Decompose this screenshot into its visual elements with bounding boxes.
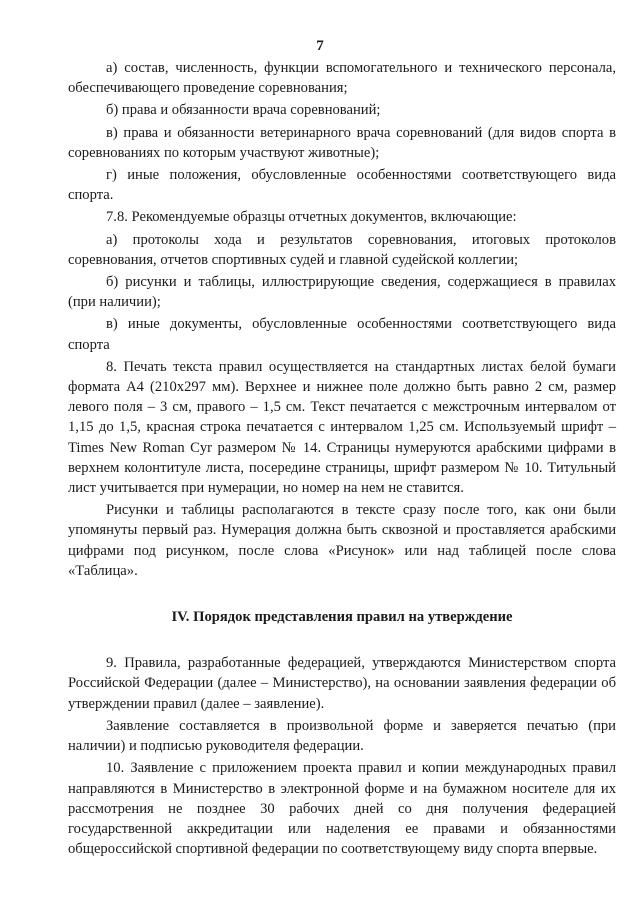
paragraph-v-veterinarian: в) права и обязанности ветеринарного врача соревнований (для видов спорта в соревнованиях по которым участвуют животные); bbox=[68, 124, 616, 161]
paragraph-b-doctor: б) права и обязанности врача соревнований; bbox=[106, 102, 381, 119]
page-number: 7 bbox=[316, 38, 324, 54]
paragraph-b-figures: б) рисунки и таблицы, иллюстрирующие сведения, содержащиеся в правилах (при наличии); bbox=[68, 274, 616, 311]
section-heading: IV. Порядок представления правил на утверждение bbox=[171, 609, 513, 626]
paragraph-a-staff: а) состав, численность, функции вспомогательного и технического персонала, обеспечивающего проведение соревнования; bbox=[68, 60, 616, 97]
paragraph-9-approval: 9. Правила, разработанные федерацией, утверждаются Министерством спорта Российской Федерации (далее – Министерство), на основании заявления федерации об утверждении правил (далее – заявление). bbox=[68, 655, 616, 712]
document-body bbox=[68, 58, 616, 861]
paragraph-8-printing: 8. Печать текста правил осуществляется на стандартных листах белой бумаги формата А4 (210х297 мм). Верхнее и нижнее поле должно быть равно 2 см, размер левого поля – 3 см, правого – 1,5 см. Текст печатается с межстрочным интервалом от 1,15 до 1,5, красная строка печатается с интервалом 1,25 см. Используемый шрифт – Times New Roman Cyr размером № 14. Страницы нумеруются арабскими цифрами в верхнем колонтитуле листа, посередине страницы, шрифт размером № 10. Титульный лист учитывается при нумерации, но номер на нем не ставится. bbox=[68, 358, 616, 497]
paragraph-v-other-documents: в) иные документы, обусловленные особенностями соответствующего вида спорта bbox=[68, 316, 616, 353]
paragraph-a-protocols: а) протоколы хода и результатов соревнования, итоговых протоколов соревнования, отчетов спортивных судей и главной судейской коллегии; bbox=[68, 231, 616, 268]
paragraph-10-submission: 10. Заявление с приложением проекта правил и копии международных правил направляются в Министерство в электронной форме и на бумажном носителе для их рассмотрения не позднее 30 рабочих дней со дня получения федерацией государственной аккредитации или наделения ее правами и обязанностями общероссийской спортивной федерации по соответствующему виду спорта впервые. bbox=[68, 760, 616, 858]
paragraph-figures-tables: Рисунки и таблицы располагаются в тексте сразу после того, как они были упомянуты первый раз. Нумерация должна быть сквозной и проставляется арабскими цифрами под рисунком, после слова «Рисунок» или над таблицей после слова «Таблица». bbox=[68, 502, 616, 579]
paragraph-g-other-provisions: г) иные положения, обусловленные особенностями соответствующего вида спорта. bbox=[68, 167, 616, 204]
paragraph-application-form: Заявление составляется в произвольной форме и заверяется печатью (при наличии) и подписью руководителя федерации. bbox=[68, 717, 616, 755]
paragraph-7-8: 7.8. Рекомендуемые образцы отчетных документов, включающие: bbox=[106, 209, 517, 226]
